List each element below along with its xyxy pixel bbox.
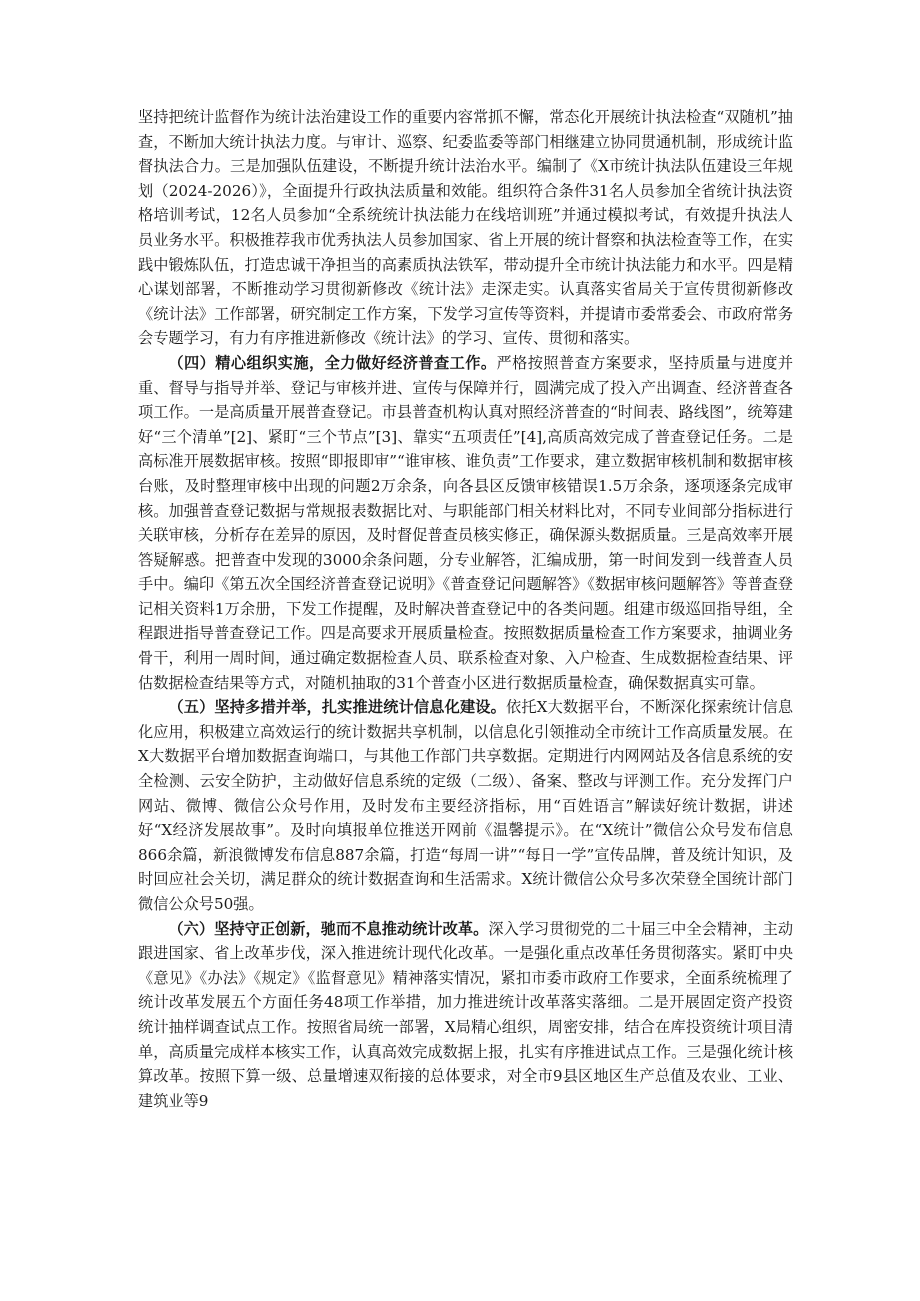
section-heading-6: （六）坚持守正创新，驰而不息推动统计改革。	[168, 919, 489, 938]
paragraph-informatization	[138, 695, 793, 916]
section-heading-4: （四）精心组织实施，全力做好经济普查工作。	[168, 353, 497, 372]
document-body	[138, 105, 793, 1113]
paragraph-text: 坚持把统计监督作为统计法治建设工作的重要内容常抓不懈，常态化开展统计执法检查“双随机”抽查，不断加大统计执法力度。与审计、巡察、纪委监委等部门相继建立协同贯通机制，形成统计监督执法合力。三是加强队伍建设，不断提升统计法治水平。编制了《X市统计执法队伍建设三年规划（2024-2026）》，全面提升行政执法质量和效能。组织符合条件31名人员参加全省统计执法资格培训考试，12名人员参加“全系统统计执法能力在线培训班”并通过模拟考试，有效提升执法人员业务水平。积极推荐我市优秀执法人员参加国家、省上开展的统计督察和执法检查等工作，在实践中锻炼队伍，打造忠诚干净担当的高素质执法铁军，带动提升全市统计执法能力和水平。四是精心谋划部署，不断推动学习贯彻新修改《统计法》走深走实。认真落实省局关于宣传贯彻新修改《统计法》工作部署，研究制定工作方案，下发学习宣传等资料，并提请市委常委会、市政府常务会专题学习，有力有序推进新修改《统计法》的学习、宣传、贯彻和落实。	[138, 108, 793, 348]
paragraph-text: 深入学习贯彻党的二十届三中全会精神，主动跟进国家、省上改革步伐，深入推进统计现代化改革。一是强化重点改革任务贯彻落实。紧盯中央《意见》《办法》《规定》《监督意见》精神落实情况，紧扣市委市政府工作要求，全面系统梳理了统计改革发展五个方面任务48项工作举措，加力推进统计改革落实落细。二是开展固定资产投资统计抽样调查试点工作。按照省局统一部署，X局精心组织，周密安排，结合在库投资统计项目清单，高质量完成样本核实工作，认真高效完成数据上报，扎实有序推进试点工作。三是强化统计核算改革。按照下算一级、总量增速双衔接的总体要求，对全市9县区地区生产总值及农业、工业、建筑业等9	[138, 919, 794, 1110]
paragraph-text: 严格按照普查方案要求，坚持质量与进度并重、督导与指导并举、登记与审核并进、宣传与保障并行，圆满完成了投入产出调查、经济普查各项工作。一是高质量开展普查登记。市县普查机构认真对照经济普查的“时间表、路线图”，统筹建好“三个清单”[2]、紧盯“三个节点”[3]、靠实“五项责任”[4],高质高效完成了普查登记任务。二是高标准开展数据审核。按照“即报即审”“谁审核、谁负责”工作要求，建立数据审核机制和数据审核台账，及时整理审核中出现的问题2万余条，向各县区反馈审核错误1.5万余条，逐项逐条完成审核。加强普查登记数据与常规报表数据比对、与职能部门相关材料比对，不同专业间部分指标进行关联审核，分析存在差异的原因，及时督促普查员核实修正，确保源头数据质量。三是高效率开展答疑解惑。把普查中发现的3000余条问题，分专业解答，汇编成册，第一时间发到一线普查人员手中。编印《第五次全国经济普查登记说明》《普查登记问题解答》《数据审核问题解答》等普查登记相关资料1万余册，下发工作提醒，及时解决普查登记中的各类问题。组建市级巡回指导组，全程跟进指导普查登记工作。四是高要求开展质量检查。按照数据质量检查工作方案要求，抽调业务骨干，利用一周时间，通过确定数据检查人员、联系检查对象、入户检查、生成数据检查结果、评估数据检查结果等方式，对随机抽取的31个普查小区进行数据质量检查，确保数据真实可靠。	[138, 353, 794, 692]
section-heading-5: （五）坚持多措并举，扎实推进统计信息化建设。	[168, 698, 506, 717]
paragraph-statistical-reform	[138, 917, 793, 1114]
paragraph-text: 依托X大数据平台，不断深化探索统计信息化应用，积极建立高效运行的统计数据共享机制，以信息化引领推动全市统计工作高质量发展。在X大数据平台增加数据查询端口，与其他工作部门共享数据。定期进行内网网站及各信息系统的安全检测、云安全防护，主动做好信息系统的定级（二级）、备案、整改与评测工作。充分发挥门户网站、微博、微信公众号作用，及时发布主要经济指标，用“百姓语言”解读好统计数据，讲述好“X经济发展故事”。及时向填报单位推送开网前《温馨提示》。在“X统计”微信公众号发布信息866余篇，新浪微博发布信息887余篇，打造“每周一讲”“每日一学”宣传品牌，普及统计知识，及时回应社会关切，满足群众的统计数据查询和生活需求。X统计微信公众号多次荣登全国统计部门微信公众号50强。	[138, 698, 794, 913]
paragraph-legal-supervision	[138, 105, 793, 351]
paragraph-economic-census	[138, 351, 793, 695]
